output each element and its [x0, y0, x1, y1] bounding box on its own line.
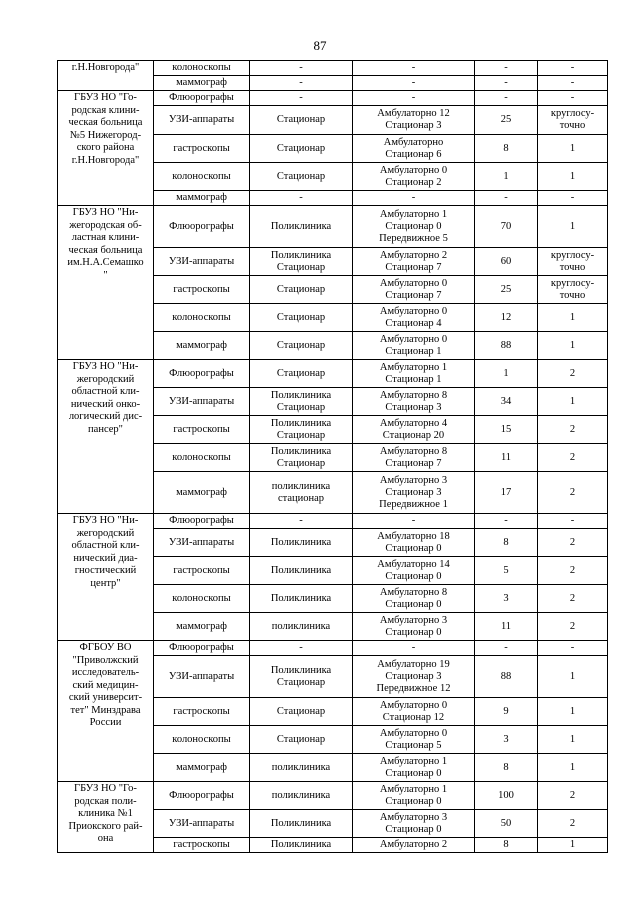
usage-mode-cell: Амбулаторно 0 Стационар 5 — [353, 726, 475, 754]
equipment-type-cell: Флюорографы — [154, 360, 250, 388]
equipment-type-cell: гастроскопы — [154, 838, 250, 853]
usage-mode-cell: Амбулаторно 18 Стационар 0 — [353, 529, 475, 557]
workload-cell: 34 — [475, 388, 538, 416]
equipment-type-cell: колоноскопы — [154, 444, 250, 472]
equipment-type-cell: Флюорографы — [154, 514, 250, 529]
equipment-type-cell: маммограф — [154, 332, 250, 360]
equipment-type-cell: УЗИ-аппараты — [154, 106, 250, 135]
workload-cell: 5 — [475, 557, 538, 585]
shift-cell: 1 — [538, 388, 608, 416]
workload-cell: 70 — [475, 206, 538, 248]
location-cell: Стационар — [250, 106, 353, 135]
usage-mode-cell: Амбулаторно 14 Стационар 0 — [353, 557, 475, 585]
usage-mode-cell: Амбулаторно 3 Стационар 0 — [353, 613, 475, 641]
workload-cell: - — [475, 514, 538, 529]
location-cell: Поликлиника — [250, 585, 353, 613]
location-cell: Стационар — [250, 332, 353, 360]
shift-cell: 2 — [538, 613, 608, 641]
usage-mode-cell: Амбулаторно Стационар 6 — [353, 135, 475, 163]
workload-cell: 3 — [475, 726, 538, 754]
shift-cell: 2 — [538, 585, 608, 613]
equipment-type-cell: колоноскопы — [154, 585, 250, 613]
workload-cell: - — [475, 191, 538, 206]
workload-cell: 3 — [475, 585, 538, 613]
equipment-type-cell: Флюорографы — [154, 206, 250, 248]
workload-cell: - — [475, 61, 538, 76]
location-cell: - — [250, 61, 353, 76]
workload-cell: 25 — [475, 106, 538, 135]
usage-mode-cell: Амбулаторно 8 Стационар 3 — [353, 388, 475, 416]
table-row — [58, 514, 608, 529]
equipment-type-cell: маммограф — [154, 76, 250, 91]
location-cell: - — [250, 76, 353, 91]
usage-mode-cell: Амбулаторно 1 Стационар 0 Передвижное 5 — [353, 206, 475, 248]
workload-cell: 25 — [475, 276, 538, 304]
equipment-type-cell: колоноскопы — [154, 726, 250, 754]
shift-cell: круглосу- точно — [538, 106, 608, 135]
equipment-table — [57, 60, 608, 853]
shift-cell: круглосу- точно — [538, 276, 608, 304]
workload-cell: 88 — [475, 332, 538, 360]
equipment-type-cell: маммограф — [154, 613, 250, 641]
usage-mode-cell: Амбулаторно 0 Стационар 1 — [353, 332, 475, 360]
shift-cell: 2 — [538, 472, 608, 514]
equipment-type-cell: колоноскопы — [154, 163, 250, 191]
workload-cell: 1 — [475, 360, 538, 388]
shift-cell: 1 — [538, 332, 608, 360]
usage-mode-cell: Амбулаторно 2 — [353, 838, 475, 853]
usage-mode-cell: Амбулаторно 1 Стационар 1 — [353, 360, 475, 388]
equipment-type-cell: Флюорографы — [154, 782, 250, 810]
workload-cell: - — [475, 641, 538, 656]
shift-cell: 2 — [538, 782, 608, 810]
equipment-type-cell: УЗИ-аппараты — [154, 248, 250, 276]
equipment-type-cell: УЗИ-аппараты — [154, 656, 250, 698]
usage-mode-cell: Амбулаторно 0 Стационар 2 — [353, 163, 475, 191]
shift-cell: - — [538, 514, 608, 529]
location-cell: Поликлиника Стационар — [250, 416, 353, 444]
usage-mode-cell: Амбулаторно 0 Стационар 7 — [353, 276, 475, 304]
location-cell: поликлиника — [250, 613, 353, 641]
workload-cell: 8 — [475, 838, 538, 853]
shift-cell: 1 — [538, 656, 608, 698]
shift-cell: 1 — [538, 163, 608, 191]
location-cell: Стационар — [250, 163, 353, 191]
location-cell: Поликлиника Стационар — [250, 444, 353, 472]
location-cell: Стационар — [250, 135, 353, 163]
usage-mode-cell: Амбулаторно 4 Стационар 20 — [353, 416, 475, 444]
equipment-type-cell: гастроскопы — [154, 698, 250, 726]
workload-cell: 9 — [475, 698, 538, 726]
organization-cell: г.Н.Новгорода" — [58, 61, 154, 91]
usage-mode-cell: Амбулаторно 0 Стационар 4 — [353, 304, 475, 332]
equipment-type-cell: маммограф — [154, 754, 250, 782]
shift-cell: 1 — [538, 135, 608, 163]
shift-cell: 1 — [538, 304, 608, 332]
table-row — [58, 206, 608, 248]
workload-cell: 15 — [475, 416, 538, 444]
location-cell: - — [250, 641, 353, 656]
location-cell: Стационар — [250, 360, 353, 388]
usage-mode-cell: Амбулаторно 2 Стационар 7 — [353, 248, 475, 276]
location-cell: Поликлиника — [250, 810, 353, 838]
shift-cell: 1 — [538, 838, 608, 853]
shift-cell: 1 — [538, 206, 608, 248]
location-cell: Стационар — [250, 276, 353, 304]
location-cell: - — [250, 514, 353, 529]
equipment-type-cell: гастроскопы — [154, 557, 250, 585]
equipment-type-cell: гастроскопы — [154, 416, 250, 444]
workload-cell: 8 — [475, 754, 538, 782]
usage-mode-cell: Амбулаторно 1 Стационар 0 — [353, 754, 475, 782]
usage-mode-cell: Амбулаторно 3 Стационар 0 — [353, 810, 475, 838]
shift-cell: 2 — [538, 416, 608, 444]
usage-mode-cell: - — [353, 191, 475, 206]
usage-mode-cell: - — [353, 514, 475, 529]
workload-cell: - — [475, 91, 538, 106]
organization-cell: ГБУЗ НО "Го- родская поли- клиника №1 Приокского рай- она — [58, 782, 154, 853]
workload-cell: - — [475, 76, 538, 91]
organization-cell: ФГБОУ ВО "Приволжский исследователь- ский медицин- ский университ- тет" Минздрава России — [58, 641, 154, 782]
location-cell: поликлиника — [250, 782, 353, 810]
equipment-type-cell: УЗИ-аппараты — [154, 529, 250, 557]
location-cell: поликлиника стационар — [250, 472, 353, 514]
workload-cell: 11 — [475, 444, 538, 472]
usage-mode-cell: Амбулаторно 8 Стационар 0 — [353, 585, 475, 613]
table-row — [58, 61, 608, 76]
shift-cell: - — [538, 191, 608, 206]
shift-cell: 2 — [538, 810, 608, 838]
shift-cell: - — [538, 76, 608, 91]
equipment-type-cell: УЗИ-аппараты — [154, 810, 250, 838]
workload-cell: 100 — [475, 782, 538, 810]
workload-cell: 1 — [475, 163, 538, 191]
workload-cell: 8 — [475, 529, 538, 557]
equipment-type-cell: маммограф — [154, 472, 250, 514]
equipment-type-cell: колоноскопы — [154, 304, 250, 332]
organization-cell: ГБУЗ НО "Ни- жегородская об- ластная клини- ческая больница им.Н.А.Семашко " — [58, 206, 154, 360]
equipment-type-cell: гастроскопы — [154, 135, 250, 163]
location-cell: Стационар — [250, 698, 353, 726]
usage-mode-cell: Амбулаторно 0 Стационар 12 — [353, 698, 475, 726]
table-row — [58, 360, 608, 388]
location-cell: Поликлиника — [250, 529, 353, 557]
location-cell: Поликлиника Стационар — [250, 656, 353, 698]
table-row — [58, 641, 608, 656]
location-cell: Стационар — [250, 726, 353, 754]
location-cell: Поликлиника Стационар — [250, 248, 353, 276]
workload-cell: 17 — [475, 472, 538, 514]
equipment-type-cell: Флюорографы — [154, 641, 250, 656]
workload-cell: 88 — [475, 656, 538, 698]
location-cell: Поликлиника — [250, 206, 353, 248]
shift-cell: 1 — [538, 726, 608, 754]
location-cell: Поликлиника — [250, 557, 353, 585]
page-number: 87 — [313, 38, 327, 53]
location-cell: поликлиника — [250, 754, 353, 782]
equipment-type-cell: гастроскопы — [154, 276, 250, 304]
equipment-type-cell: УЗИ-аппараты — [154, 388, 250, 416]
workload-cell: 8 — [475, 135, 538, 163]
shift-cell: 2 — [538, 529, 608, 557]
usage-mode-cell: Амбулаторно 12 Стационар 3 — [353, 106, 475, 135]
shift-cell: круглосу- точно — [538, 248, 608, 276]
workload-cell: 50 — [475, 810, 538, 838]
workload-cell: 60 — [475, 248, 538, 276]
workload-cell: 11 — [475, 613, 538, 641]
shift-cell: 1 — [538, 754, 608, 782]
equipment-type-cell: Флюорографы — [154, 91, 250, 106]
usage-mode-cell: Амбулаторно 19 Стационар 3 Передвижное 12 — [353, 656, 475, 698]
organization-cell: ГБУЗ НО "Го- родская клини- ческая больница №5 Нижегород- ского района г.Н.Новгорода" — [58, 91, 154, 206]
usage-mode-cell: Амбулаторно 1 Стационар 0 — [353, 782, 475, 810]
shift-cell: - — [538, 91, 608, 106]
location-cell: - — [250, 191, 353, 206]
equipment-type-cell: маммограф — [154, 191, 250, 206]
location-cell: Стационар — [250, 304, 353, 332]
organization-cell: ГБУЗ НО "Ни- жегородский областной кли- нический диа- гностический центр" — [58, 514, 154, 641]
workload-cell: 12 — [475, 304, 538, 332]
table-row — [58, 782, 608, 810]
shift-cell: - — [538, 641, 608, 656]
usage-mode-cell: Амбулаторно 8 Стационар 7 — [353, 444, 475, 472]
usage-mode-cell: - — [353, 641, 475, 656]
shift-cell: - — [538, 61, 608, 76]
shift-cell: 2 — [538, 557, 608, 585]
table-row — [58, 91, 608, 106]
shift-cell: 2 — [538, 360, 608, 388]
usage-mode-cell: Амбулаторно 3 Стационар 3 Передвижное 1 — [353, 472, 475, 514]
location-cell: Поликлиника — [250, 838, 353, 853]
equipment-type-cell: колоноскопы — [154, 61, 250, 76]
shift-cell: 1 — [538, 698, 608, 726]
usage-mode-cell: - — [353, 91, 475, 106]
usage-mode-cell: - — [353, 61, 475, 76]
location-cell: Поликлиника Стационар — [250, 388, 353, 416]
usage-mode-cell: - — [353, 76, 475, 91]
location-cell: - — [250, 91, 353, 106]
organization-cell: ГБУЗ НО "Ни- жегородский областной кли- нический онко- логический дис- пансер" — [58, 360, 154, 514]
shift-cell: 2 — [538, 444, 608, 472]
